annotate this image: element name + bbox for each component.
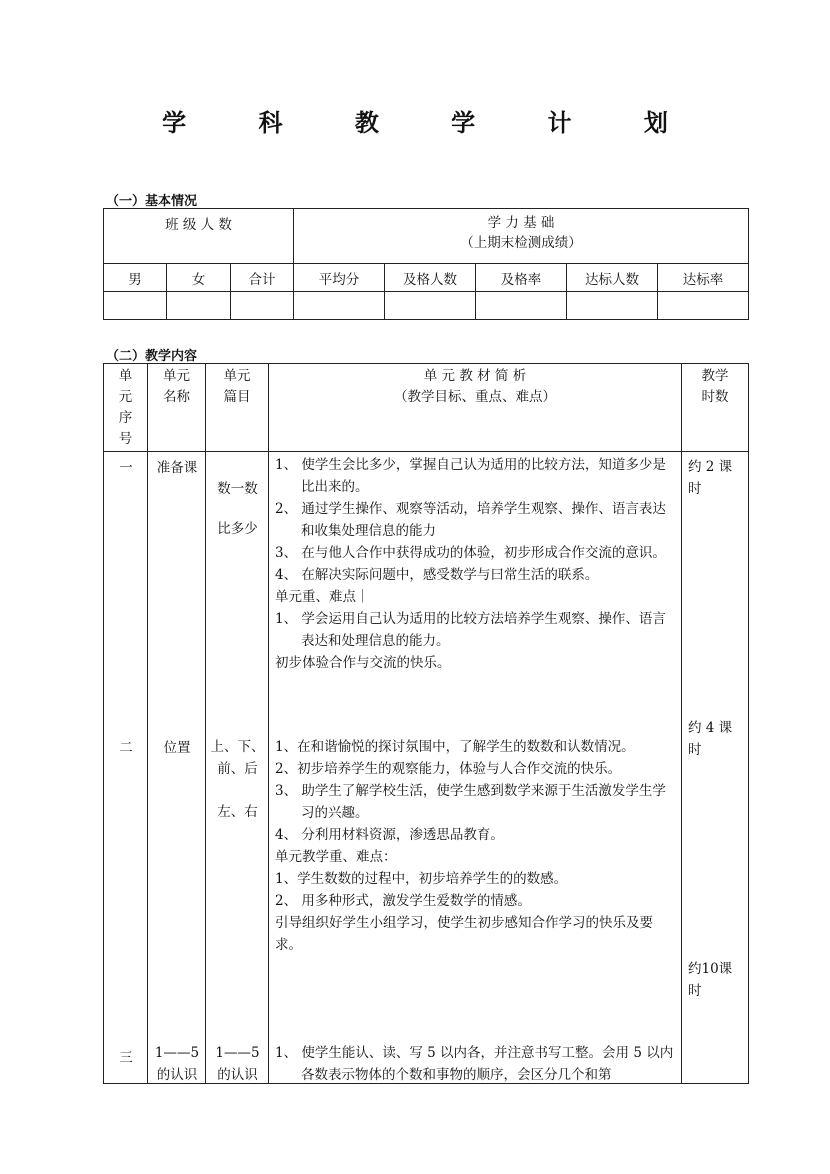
unit-no-cell <box>104 452 148 1084</box>
analysis-line: 4、 分利用材料资源，渗透思品教育。 <box>275 827 504 843</box>
analysis-line: 1、在和谐愉悦的探讨氛围中，了解学生的数数和认数情况。 <box>275 739 635 755</box>
col-pass-rate: 及格率 <box>476 264 567 292</box>
col-female: 女 <box>167 264 231 292</box>
analysis-line: 1、 使学生会比多少，掌握自己认为适用的比较方法，知道多少是比出来的。 <box>275 457 666 495</box>
cell-empty <box>167 292 231 320</box>
analysis-line: 2、初步培养学生的观察能力，体验与人合作交流的快乐。 <box>275 761 622 777</box>
cell-empty <box>567 292 658 320</box>
col-male: 男 <box>104 264 167 292</box>
cell-empty <box>476 292 567 320</box>
unit-name: 1——5的认识 <box>154 1045 200 1083</box>
analysis-line: 1、学生数数的过程中，初步培养学生的的数感。 <box>275 871 568 887</box>
header-unit-no: 单 元 序 号 <box>104 364 148 452</box>
col-standard-count: 达标人数 <box>567 264 658 292</box>
cell-empty <box>104 292 167 320</box>
ability-subtitle: （上期末检测成绩） <box>460 235 582 251</box>
analysis-subtitle: （教学目标、重点、难点） <box>394 389 556 405</box>
unit-3-analysis <box>275 1042 675 1086</box>
header-analysis <box>269 364 682 452</box>
unit-chapter: 数一数 <box>217 481 258 497</box>
unit-chapter: 1——5的认识 <box>215 1045 260 1083</box>
cell-empty <box>231 292 294 320</box>
unit-no: 一 <box>119 460 133 476</box>
col-pass-count: 及格人数 <box>385 264 476 292</box>
header-unit-name: 单元 名称 <box>148 364 206 452</box>
analysis-line: 1、 使学生能认、读、写 5 以内各，并注意书写工整。会用 5 以内各数表示物体的个数和事物的顺序，会区分几个和第 <box>275 1045 674 1083</box>
unit-no: 三 <box>119 1050 133 1066</box>
unit-chapter: 比多少 <box>217 521 258 537</box>
unit-chapter: 左、右 <box>217 804 258 820</box>
table-row <box>104 452 749 1084</box>
analysis-line: 初步体验合作与交流的快乐。 <box>275 655 451 671</box>
section-basic-label: （一）基本情况 <box>106 194 198 209</box>
header-hours: 教学 时数 <box>682 364 749 452</box>
unit-no: 二 <box>119 740 133 756</box>
analysis-line: 2、 通过学生操作、观察等活动，培养学生观察、操作、语言表达和收集处理信息的能力 <box>275 501 666 539</box>
basic-info-table <box>103 208 749 320</box>
cell-empty <box>294 292 385 320</box>
col-standard-rate: 达标率 <box>658 264 749 292</box>
ability-header <box>294 209 749 264</box>
section-content-label: （二）教学内容 <box>106 349 198 364</box>
analysis-cell <box>269 452 682 1084</box>
unit-chapter: 上、下、前、后 <box>210 739 265 777</box>
analysis-title: 单 元 教 材 简 析 <box>423 368 527 384</box>
unit-name: 位置 <box>163 740 191 756</box>
unit-hours: 约10课时 <box>688 961 733 999</box>
hours-cell <box>682 452 749 1084</box>
ability-title: 学 力 基 础 <box>487 215 555 231</box>
unit-hours: 约 4 课时 <box>688 720 733 758</box>
analysis-line: 1、 学会运用自己认为适用的比较方法培养学生观察、操作、语言表达和处理信息的能力。 <box>275 611 666 649</box>
unit-name-cell <box>148 452 206 1084</box>
class-count-header: 班 级 人 数 <box>104 209 294 264</box>
unit-1-analysis <box>275 454 675 674</box>
analysis-line: 2、 用多种形式，激发学生爱数学的情感。 <box>275 893 531 909</box>
unit-2-analysis <box>275 736 675 956</box>
analysis-line: 3、 助学生了解学校生活，使学生感到数学来源于生活激发学生学习的兴趣。 <box>275 783 666 821</box>
analysis-line: 4、 在解决实际问题中，感受数学与曰常生活的联系。 <box>275 567 599 583</box>
unit-hours: 约 2 课时 <box>688 459 733 497</box>
unit-chapter-cell <box>206 452 269 1084</box>
header-unit-chapter: 单元 篇目 <box>206 364 269 452</box>
col-average: 平均分 <box>294 264 385 292</box>
teaching-content-table <box>103 363 749 1084</box>
cell-empty <box>385 292 476 320</box>
analysis-line: 3、 在与他人合作中获得成功的体验，初步形成合作交流的意识。 <box>275 545 666 561</box>
analysis-line: 单元重、难点｜ <box>275 589 370 605</box>
cell-empty <box>658 292 749 320</box>
page-title: 学 科 教 学 计 划 <box>162 108 700 137</box>
analysis-line: 单元教学重、难点： <box>275 849 397 865</box>
analysis-line: 引导组织好学生小组学习，使学生初步感知合作学习的快乐及要求。 <box>275 915 653 953</box>
col-total: 合计 <box>231 264 294 292</box>
unit-name: 准备课 <box>156 460 198 476</box>
